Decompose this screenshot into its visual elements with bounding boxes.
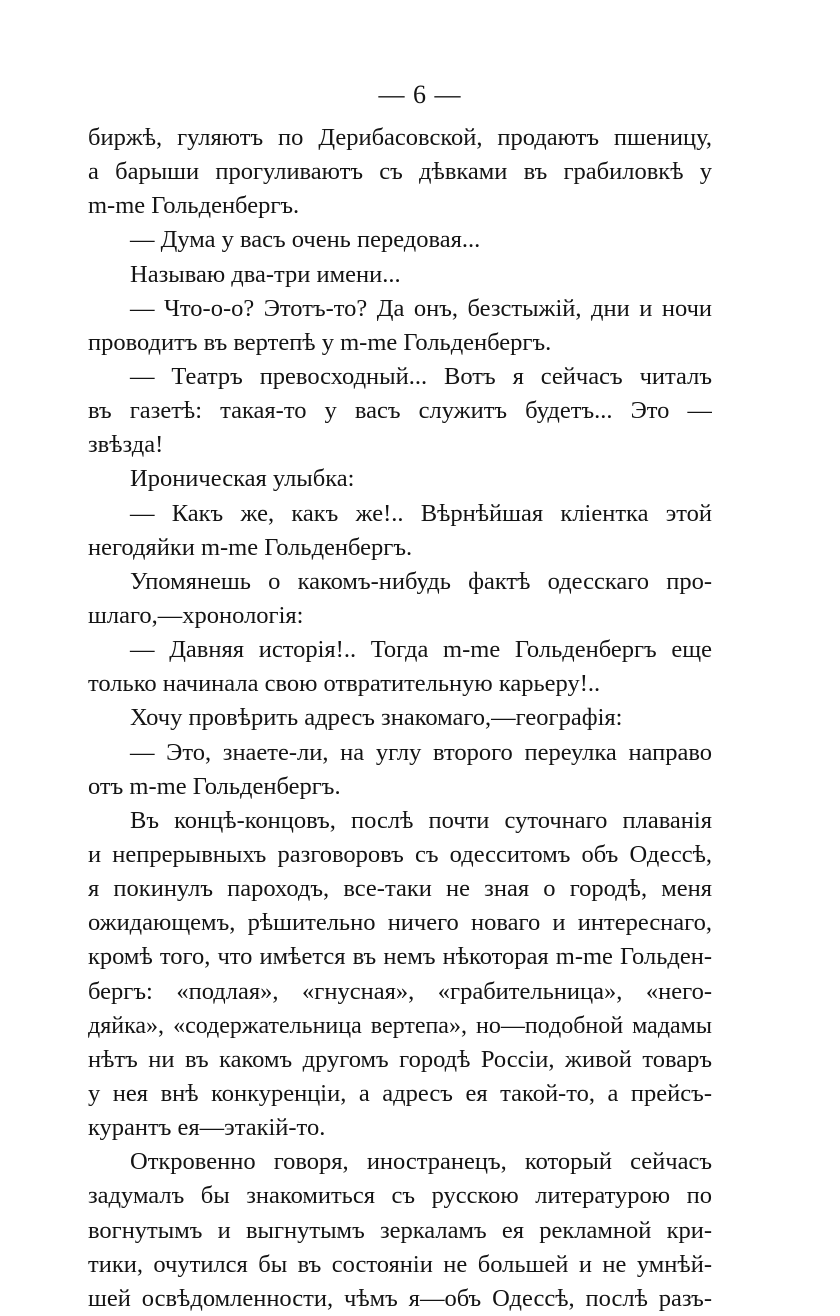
text-line: а барыши прогуливаютъ съ дѣвками въ грабиловкѣ у xyxy=(88,158,712,186)
text-line: — Какъ же, какъ же!.. Вѣрнѣйшая кліентка этой xyxy=(130,499,712,527)
text-line: Въ концѣ-концовъ, послѣ почти суточнаго плаванія xyxy=(130,806,712,834)
text-line: только начинала свою отвратительную карьеру!.. xyxy=(88,670,601,698)
text-line: нѣтъ ни въ какомъ другомъ городѣ Россіи, живой товаръ xyxy=(88,1045,712,1073)
text-line: вогнутымъ и выгнутымъ зеркаламъ ея рекламной кри- xyxy=(88,1216,712,1244)
text-line: Хочу провѣрить адресъ знакомаго,—географія: xyxy=(130,704,623,732)
text-line: шлаго,—хронологія: xyxy=(88,601,304,629)
text-line: отъ m-me Гольденбергъ. xyxy=(88,772,341,800)
text-line: — Что-о-о? Этотъ-то? Да онъ, безстыжій, дни и ночи xyxy=(130,294,712,322)
text-line: негодяйки m-me Гольденбергъ. xyxy=(88,533,413,561)
text-line: курантъ ея—этакій-то. xyxy=(88,1114,326,1142)
text-line: въ газетѣ: такая-то у васъ служитъ будетъ... Это — xyxy=(88,397,712,425)
text-line: тики, очутился бы въ состояніи не большей и не умнѣй- xyxy=(88,1250,712,1278)
text-line: звѣзда! xyxy=(88,431,164,459)
text-line: дяйка», «содержательница вертепа», но—подобной мадамы xyxy=(88,1012,712,1039)
text-line: проводитъ въ вертепѣ у m-me Гольденбергъ. xyxy=(88,328,552,356)
text-line: Называю два-три имени... xyxy=(130,260,401,288)
text-line: ожидающемъ, рѣшительно ничего новаго и интереснаго, xyxy=(88,909,712,937)
text-line: — Это, знаете-ли, на углу второго переулка направо xyxy=(130,738,712,766)
text-line: бергъ: «подлая», «гнусная», «грабительница», «него- xyxy=(88,977,712,1005)
text-line: задумалъ бы знакомиться съ русскою литературою по xyxy=(88,1182,712,1210)
text-line: Откровенно говоря, иностранецъ, который сейчасъ xyxy=(130,1148,712,1176)
text-line: — Театръ превосходный... Вотъ я сейчасъ читалъ xyxy=(130,362,712,390)
text-line: я покинулъ пароходъ, все-таки не зная о городѣ, меня xyxy=(88,875,712,903)
text-line: у нея внѣ конкуренціи, а адресъ ея такой-то, а прейсъ- xyxy=(88,1079,712,1107)
text-line: Ироническая улыбка: xyxy=(130,465,355,493)
text-line: биржѣ, гуляютъ по Дерибасовской, продаютъ пшеницу, xyxy=(88,124,712,151)
text-line: Упомянешь о какомъ-нибудь фактѣ одесскаго про- xyxy=(130,567,712,595)
text-line: m-me Гольденбергъ. xyxy=(88,192,300,220)
text-line: шей освѣдомленности, чѣмъ я—объ Одессѣ, послѣ разъ- xyxy=(88,1284,712,1312)
page-number: — 6 — xyxy=(378,80,462,109)
body-text xyxy=(88,121,712,1316)
text-line: — Дума у васъ очень передовая... xyxy=(130,226,481,254)
text-line: и непрерывныхъ разговоровъ съ одесситомъ объ Одессѣ, xyxy=(88,840,712,868)
text-line: кромѣ того, что имѣется въ немъ нѣкоторая m-me Гольден- xyxy=(88,943,712,971)
text-line: — Давняя исторія!.. Тогда m-me Гольденбергъ еще xyxy=(130,636,712,664)
